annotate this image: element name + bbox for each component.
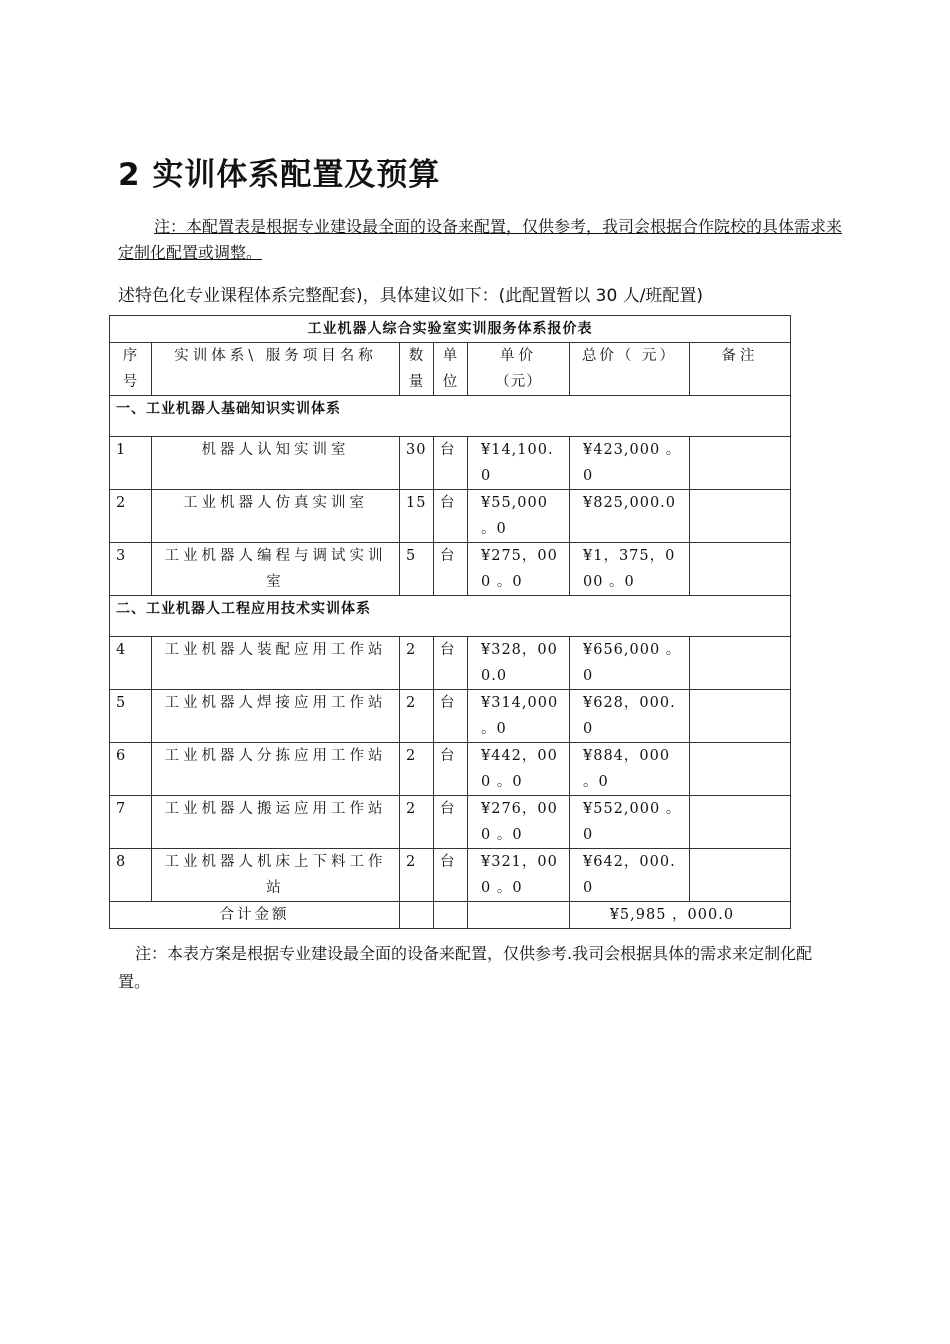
header-qty-line2: 量 [408,374,425,390]
item-unit-price: ¥328，000.0 [468,637,570,690]
table-row [110,437,791,490]
table-row [110,490,791,543]
item-name: 工业机器人机床上下料工作站 [152,849,400,902]
item-unit: 台 [434,690,468,743]
item-remark [690,849,791,902]
item-remark [690,437,791,490]
item-quantity: 2 [400,743,434,796]
item-number: 8 [110,849,152,902]
table-header-row [110,343,791,396]
header-unit-line1: 单 [442,348,459,364]
item-remark [690,690,791,743]
item-unit: 台 [434,849,468,902]
section-row [110,396,791,437]
header-price-line1: 单价 [500,348,537,364]
header-name [152,343,400,396]
item-unit: 台 [434,490,468,543]
header-total-text: 总价（ 元） [581,348,678,364]
item-number: 2 [110,490,152,543]
item-remark [690,796,791,849]
item-number: 5 [110,690,152,743]
item-quantity: 5 [400,543,434,596]
item-name: 机器人认知实训室 [152,437,400,490]
header-total [570,343,690,396]
item-unit-price: ¥321，000 。0 [468,849,570,902]
item-number: 4 [110,637,152,690]
total-empty-cell [400,902,434,929]
table-row [110,543,791,596]
item-unit-price: ¥275，000 。0 [468,543,570,596]
item-number: 7 [110,796,152,849]
item-remark [690,743,791,796]
header-remark-text: 备注 [721,348,759,364]
note-bottom: 注：本表方案是根据专业建设最全面的设备来配置，仅供参考.我司会根据具体的需求来定制化配置。 [118,944,813,991]
item-name: 工业机器人搬运应用工作站 [152,796,400,849]
item-unit: 台 [434,796,468,849]
item-unit-price: ¥55,000 。0 [468,490,570,543]
total-empty-cell [434,902,468,929]
header-price [468,343,570,396]
item-quantity: 2 [400,849,434,902]
item-number: 3 [110,543,152,596]
header-name-text: 实训体系\ 服务项目名称 [174,348,377,364]
table-title: 工业机器人综合实验室实训服务体系报价表 [110,316,791,343]
item-quantity: 15 [400,490,434,543]
header-num [110,343,152,396]
item-name: 工业机器人装配应用工作站 [152,637,400,690]
item-unit: 台 [434,637,468,690]
header-price-line2: （元） [495,374,542,390]
header-num-line2: 号 [122,374,139,390]
item-total-price: ¥884，000 。0 [570,743,690,796]
item-remark [690,637,791,690]
item-total-price: ¥1，375，000 。0 [570,543,690,596]
item-remark [690,543,791,596]
total-row [110,902,791,929]
section-heading: 2 实训体系配置及预算 [118,157,441,193]
item-total-price: ¥552,000 。0 [570,796,690,849]
item-total-price: ¥825,000.0 [570,490,690,543]
item-unit-price: ¥276，000 。0 [468,796,570,849]
item-quantity: 2 [400,690,434,743]
item-unit: 台 [434,743,468,796]
item-total-price: ¥628，000.0 [570,690,690,743]
item-number: 6 [110,743,152,796]
header-num-line1: 序 [122,348,139,364]
table-row [110,690,791,743]
header-unit-line2: 位 [442,374,459,390]
table-row [110,743,791,796]
header-qty-line1: 数 [408,348,425,364]
item-total-price: ¥656,000 。0 [570,637,690,690]
table-row [110,637,791,690]
item-number: 1 [110,437,152,490]
total-label: 合计金额 [110,902,400,929]
item-name: 工业机器人分拣应用工作站 [152,743,400,796]
item-unit: 台 [434,543,468,596]
item-total-price: ¥423,000 。0 [570,437,690,490]
table-row [110,849,791,902]
item-remark [690,490,791,543]
intro-line: 述特色化专业课程体系完整配套)，具体建议如下：(此配置暂以 30 人/班配置) [118,286,704,306]
item-name: 工业机器人焊接应用工作站 [152,690,400,743]
note-top: 注：本配置表是根据专业建设最全面的设备来配置，仅供参考，我司会根据合作院校的具体需求来定制化配置或调整。 [118,217,843,262]
item-unit: 台 [434,437,468,490]
section-title: 二、工业机器人工程应用技术实训体系 [110,596,791,637]
item-total-price: ¥642，000.0 [570,849,690,902]
item-name: 工业机器人编程与调试实训室 [152,543,400,596]
header-remark [690,343,791,396]
item-unit-price: ¥314,000 。0 [468,690,570,743]
section-title: 一、工业机器人基础知识实训体系 [110,396,791,437]
header-qty [400,343,434,396]
total-empty-cell [468,902,570,929]
table-row [110,796,791,849]
total-amount: ¥5,985 ，000.0 [570,902,791,929]
item-unit-price: ¥442，000 。0 [468,743,570,796]
header-unit [434,343,468,396]
item-quantity: 2 [400,796,434,849]
item-quantity: 2 [400,637,434,690]
quotation-table [109,315,791,929]
section-row [110,596,791,637]
item-name: 工业机器人仿真实训室 [152,490,400,543]
item-unit-price: ¥14,100.0 [468,437,570,490]
item-quantity: 30 [400,437,434,490]
